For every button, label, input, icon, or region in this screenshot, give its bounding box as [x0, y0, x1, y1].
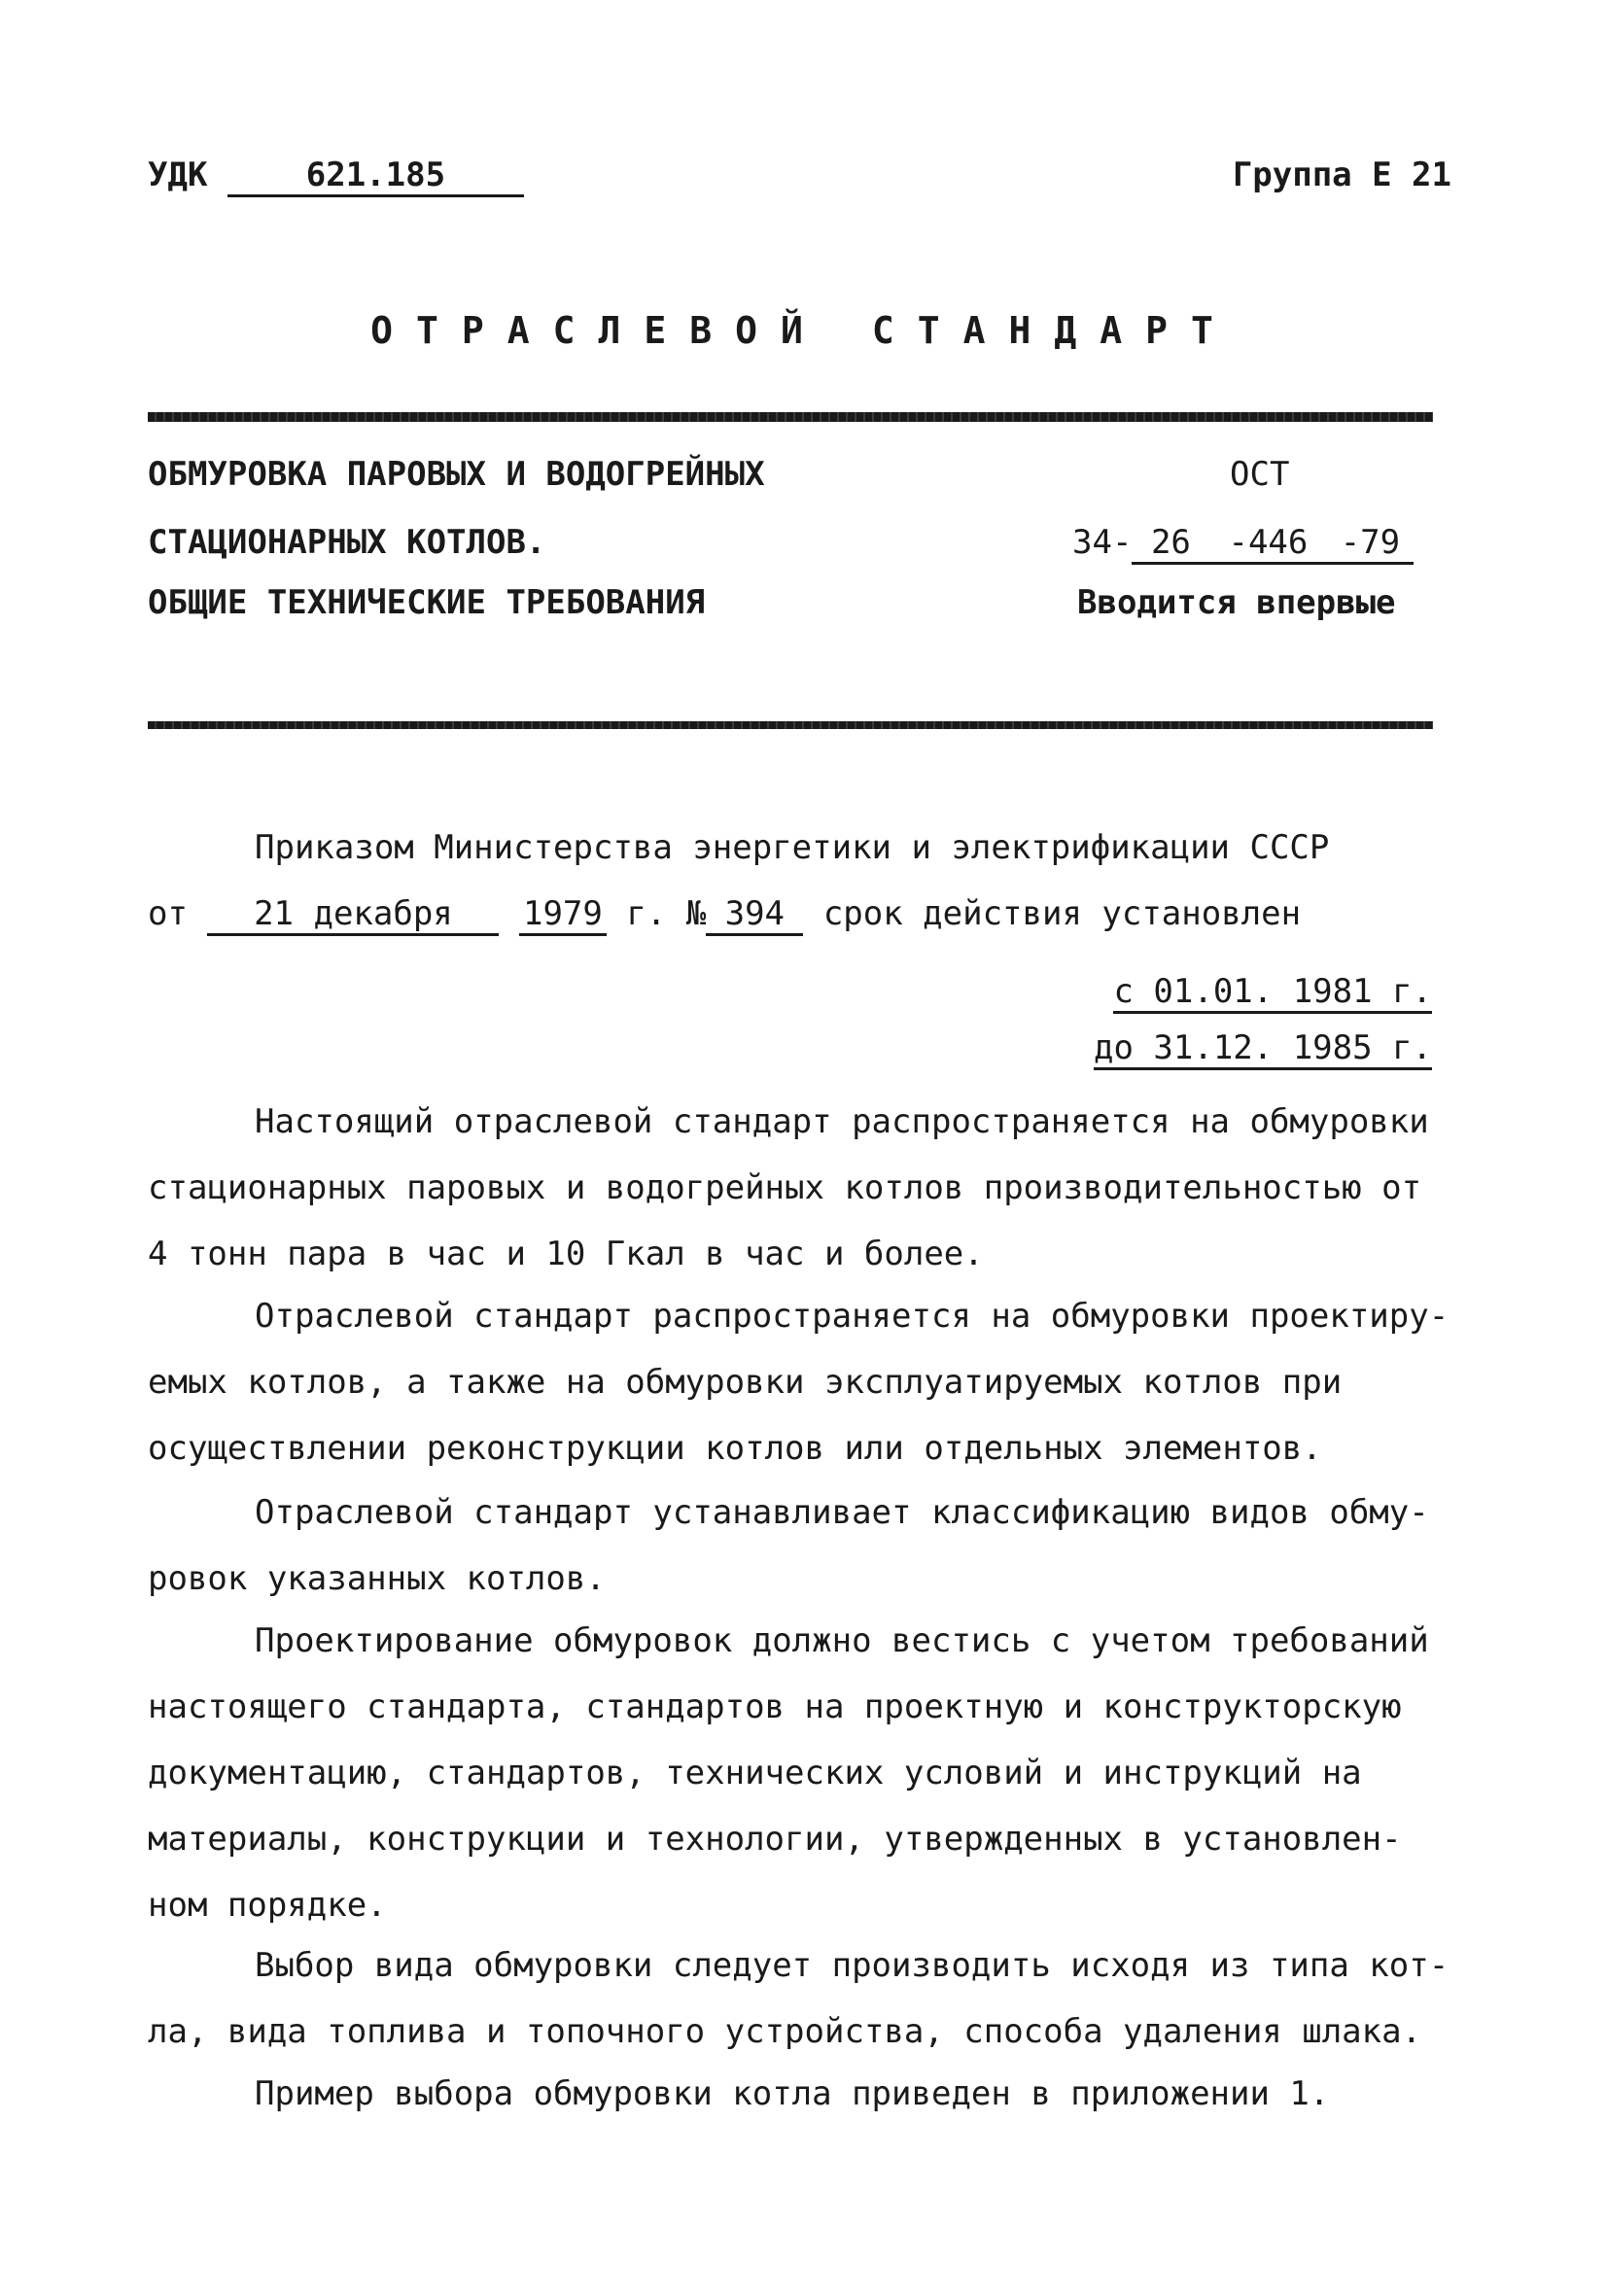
paragraph-applicability — [148, 1283, 1450, 1481]
paragraph-line: осуществлении реконструкции котлов или отдельных элементов. — [148, 1429, 1322, 1468]
order-line-1: Приказом Министерства энергетики и электрификации СССР — [255, 828, 1330, 867]
paragraph-line: материалы, конструкции и технологии, утвержденных в установлен- — [148, 1820, 1402, 1859]
title-line-3: ОБЩИЕ ТЕХНИЧЕСКИЕ ТРЕБОВАНИЯ — [148, 583, 706, 622]
paragraph-selection — [148, 1932, 1450, 2065]
order-date: 21 декабря — [207, 894, 499, 936]
paragraph-line: ровок указанных котлов. — [148, 1559, 606, 1598]
validity-start-date: 01.01. 1981 г. — [1153, 972, 1432, 1011]
paragraph-line: стационарных паровых и водогрейных котлов производительностью от — [148, 1168, 1422, 1207]
paragraph-line: Настоящий отраслевой стандарт распространяется на обмуровки — [255, 1102, 1429, 1141]
validity-end-label: до — [1093, 1028, 1134, 1067]
order-from-word: от — [148, 894, 188, 933]
udk-line — [148, 156, 524, 197]
udk-label: УДК — [148, 156, 208, 194]
top-divider — [148, 412, 1433, 422]
order-year-suffix: г. — [626, 894, 667, 933]
order-year: 1979 — [519, 894, 607, 936]
paragraph-design — [148, 1608, 1441, 1938]
standard-type-heading: ОТРАСЛЕВОЙ СТАНДАРТ — [370, 309, 1237, 352]
title-line-2: СТАЦИОНАРНЫХ КОТЛОВ. — [148, 523, 546, 562]
udk-number: 621.185 — [227, 156, 524, 197]
validity-start — [1113, 972, 1432, 1014]
paragraph-line: Отраслевой стандарт распространяется на обмуровки проектиру- — [255, 1297, 1450, 1336]
validity-end — [1094, 1028, 1432, 1070]
paragraph-line: 4 тонн пара в час и 10 Гкал в час и более. — [148, 1235, 984, 1273]
validity-start-label: с — [1113, 972, 1134, 1011]
paragraph-line: Проектирование обмуровок должно вестись с учетом требований — [255, 1621, 1429, 1660]
ost-part-3: -79 — [1326, 523, 1414, 565]
ost-part-2: -446 — [1209, 523, 1326, 565]
ost-label: ОСТ — [1230, 455, 1290, 494]
order-number-sign: № — [685, 894, 707, 933]
order-line-2 — [148, 894, 1301, 936]
bottom-divider — [148, 721, 1433, 729]
paragraph-example — [148, 2061, 1441, 2127]
ost-prefix: 34- — [1072, 523, 1133, 562]
paragraph-line: ном порядке. — [148, 1886, 387, 1925]
order-validity: срок действия установлен — [822, 894, 1302, 933]
title-line-1: ОБМУРОВКА ПАРОВЫХ И ВОДОГРЕЙНЫХ — [148, 455, 765, 494]
ost-part-1: 26 — [1132, 523, 1209, 565]
paragraph-line: ла, вида топлива и топочного устройства, способа удаления шлака. — [148, 2012, 1422, 2051]
ost-note: Вводится впервые — [1077, 583, 1396, 622]
paragraph-line: Отраслевой стандарт устанавливает классификацию видов обму- — [255, 1493, 1429, 1532]
paragraph-scope — [148, 1089, 1441, 1287]
paragraph-line: Пример выбора обмуровки котла приведен в приложении 1. — [255, 2074, 1330, 2113]
order-number: 394 — [706, 894, 803, 936]
paragraph-classification — [148, 1479, 1441, 1612]
paragraph-line: емых котлов, а также на обмуровки эксплуатируемых котлов при — [148, 1363, 1343, 1402]
group-code: Группа Е 21 — [1232, 156, 1451, 194]
paragraph-line: документацию, стандартов, технических условий и инструкций на — [148, 1754, 1362, 1792]
ost-number — [1072, 523, 1414, 565]
paragraph-line: настоящего стандарта, стандартов на проектную и конструкторскую — [148, 1687, 1402, 1726]
validity-end-date: 31.12. 1985 г. — [1153, 1028, 1432, 1067]
paragraph-line: Выбор вида обмуровки следует производить исходя из типа кот- — [255, 1946, 1450, 1985]
